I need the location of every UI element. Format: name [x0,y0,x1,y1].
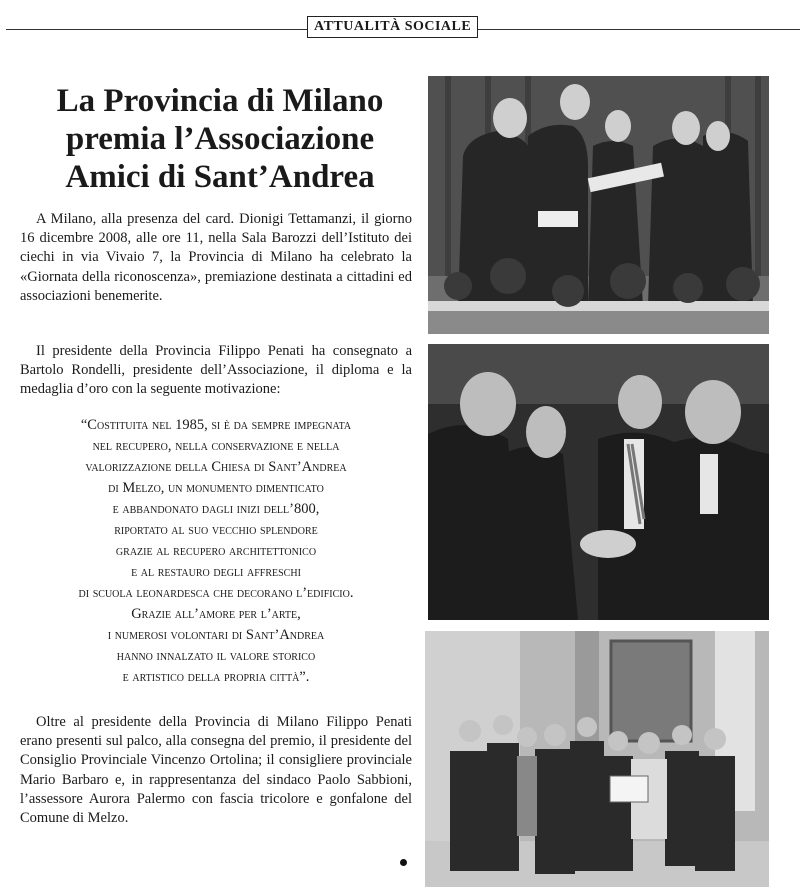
quote-line: riportato al suo vecchio splendore [114,522,318,538]
article-paragraph-attendees: Oltre al presidente della Provincia di Milano Filippo Penati erano presenti sul palco, alla consegna del premio, il presidente del Consiglio Provinciale Vincenzo Ortolina; il consigliere provinciale Mario Barbaro e, in rappresentanza del sindaco Paolo Sabbioni, l’assessore Aurora Palermo con fascia tricolore e gonfalone del Comune di Melzo. [20,714,412,827]
section-label: ATTUALITÀ SOCIALE [307,16,478,38]
quote-line: i numerosi volontari di Sant’Andrea [107,627,325,643]
quote-line: Grazie all’amore per l’arte, [131,606,301,622]
title-line: La Provincia di Milano [56,83,384,119]
award-ceremony-stage-photo [428,76,769,334]
article-paragraph-award: Il presidente della Provincia Filippo Penati ha consegnato a Bartolo Rondelli, presidente dell’Associazione, il diploma e la medaglia d’oro con la seguente motivazione: [20,343,412,398]
quote-line: di scuola leonardesca che decorano l’edificio. [78,585,354,601]
quote-line: nel recupero, nella conservazione e nella [92,438,340,454]
title-line: premia l’Associazione [65,121,375,157]
quote-line: e artistico della propria città”. [122,669,310,685]
title-line: Amici di Sant’Andrea [65,159,375,195]
quote-line: “Costituita nel 1985, si è da sempre impegnata [80,417,352,433]
quote-line: e abbandonato dagli inizi dell’800, [112,501,320,517]
quote-line: di Melzo, un monumento dimenticato [108,480,324,496]
award-motivation-quote [20,415,412,688]
quote-line: grazie al recupero architettonico [115,543,317,559]
handshake-with-cardinal-photo [428,344,769,620]
end-of-article-bullet [400,859,407,866]
quote-line: hanno innalzato il valore storico [116,648,316,664]
quote-line: valorizzazione della Chiesa di Sant’Andrea [85,459,347,475]
quote-line: e al restauro degli affreschi [131,564,301,580]
group-photo-with-diploma [425,631,769,887]
article-title [20,82,420,196]
article-paragraph-intro: A Milano, alla presenza del card. Dionigi Tettamanzi, il giorno 16 dicembre 2008, alle ore 11, nella Sala Barozzi dell’Istituto dei ciechi in via Vivaio 7, la Provincia di Milano ha celebrato la «Giornata della riconoscenza», premiazione destinata a cittadini ed associazioni benemerite. [20,211,412,304]
